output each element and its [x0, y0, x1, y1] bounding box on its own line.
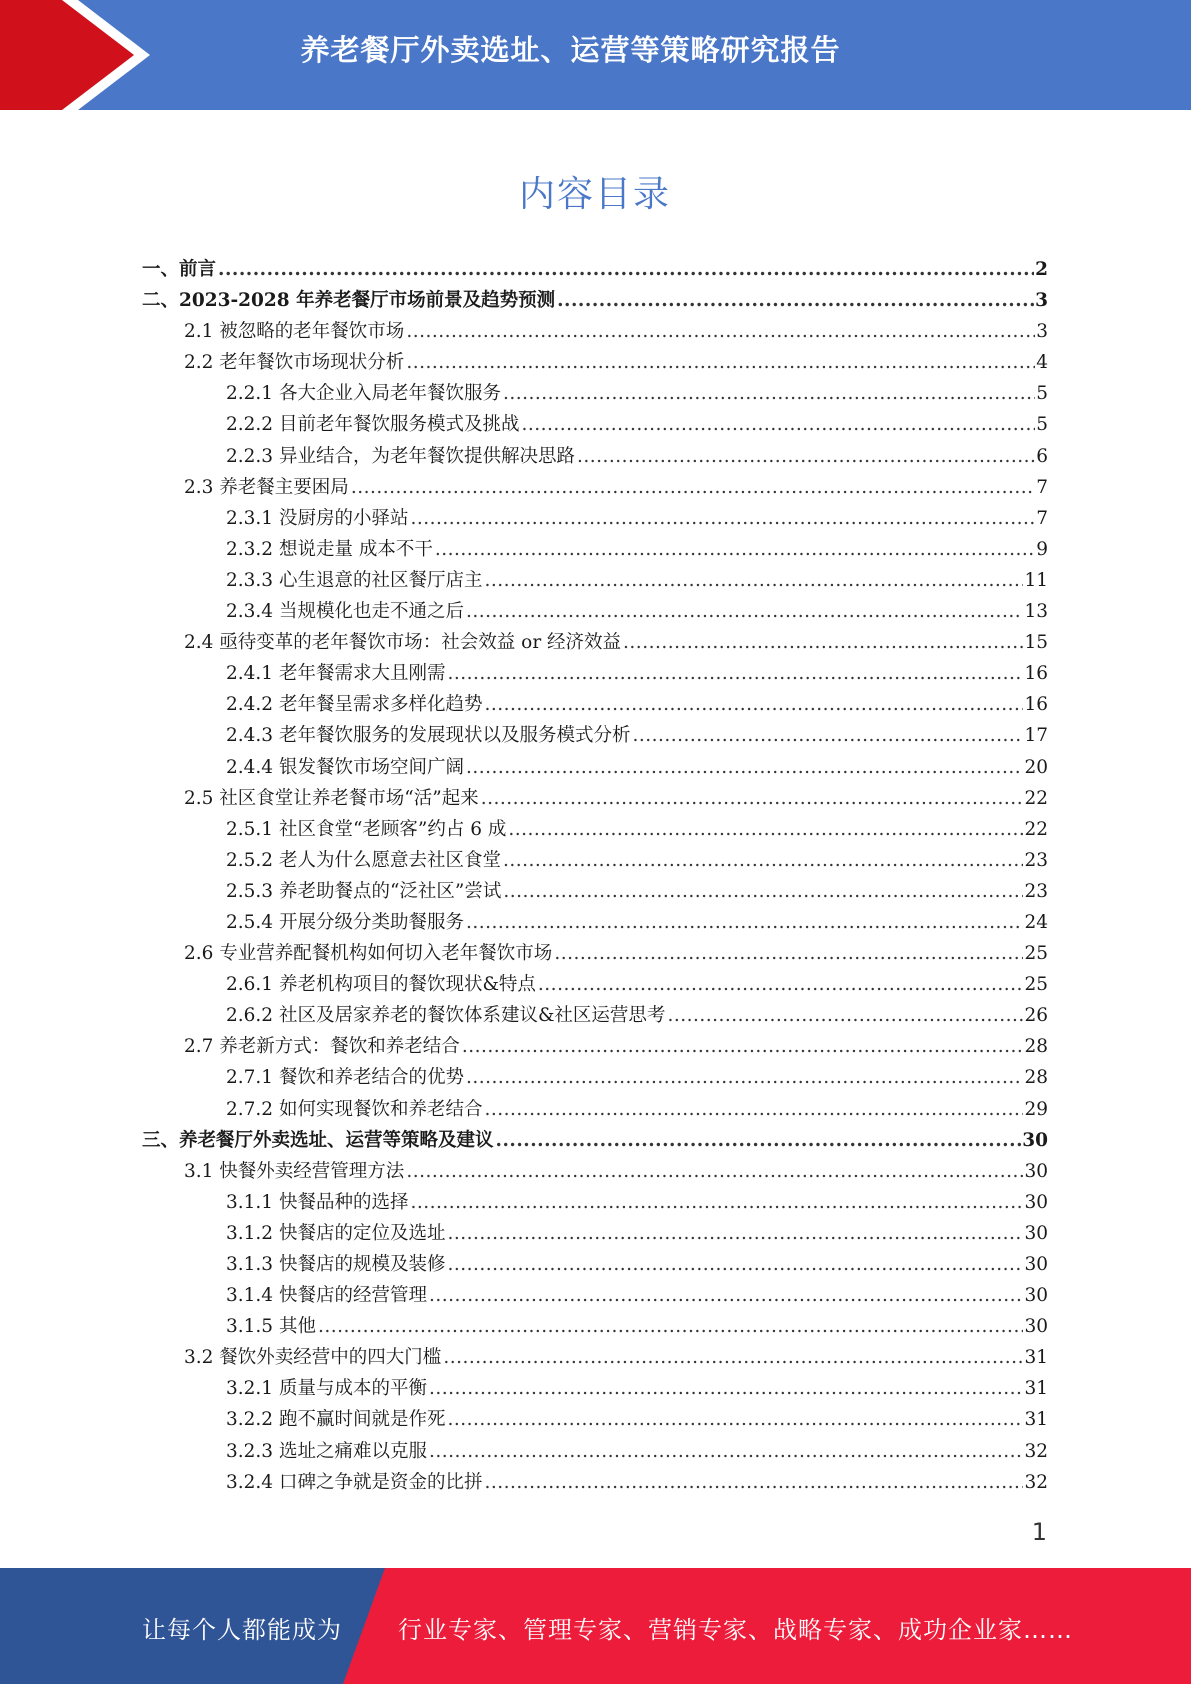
toc-entry[interactable] [142, 565, 1048, 596]
toc-entry[interactable] [142, 1062, 1048, 1093]
toc-entry-text: 3.2.1 质量与成本的平衡 [226, 1378, 427, 1400]
toc-entry[interactable] [142, 534, 1048, 565]
toc-entry[interactable] [142, 720, 1048, 751]
report-title: 养老餐厅外卖选址、运营等策略研究报告 [300, 33, 841, 67]
toc-entry-page: 30 [1024, 1222, 1048, 1244]
toc-leader-dots [406, 347, 1035, 378]
toc-entry[interactable] [142, 1436, 1048, 1467]
toc-entry-page: 3 [1035, 290, 1048, 312]
toc-entry-page: 24 [1024, 911, 1048, 933]
toc-entry-page: 15 [1024, 632, 1048, 654]
toc-entry-text: 2.2 老年餐饮市场现状分析 [184, 352, 405, 374]
toc-entry[interactable] [142, 472, 1048, 503]
toc-entry[interactable] [142, 503, 1048, 534]
toc-entry[interactable] [142, 596, 1048, 627]
toc-heading: 内容目录 [518, 174, 671, 215]
toc-entry-text: 三、养老餐厅外卖选址、运营等策略及建议 [142, 1129, 494, 1151]
toc-entry-text: 2.3.1 没厨房的小驿站 [226, 507, 409, 529]
toc-entry-page: 22 [1024, 787, 1048, 809]
toc-leader-dots [410, 1187, 1023, 1218]
toc-entry[interactable] [142, 1404, 1048, 1435]
toc-leader-dots [503, 845, 1023, 876]
toc-entry-text: 一、前言 [142, 259, 217, 280]
toc-entry[interactable] [142, 938, 1048, 969]
toc-leader-dots [508, 814, 1023, 845]
toc-leader-dots [503, 378, 1035, 409]
toc-entry[interactable] [142, 627, 1048, 658]
toc-entry[interactable] [142, 689, 1048, 720]
toc-entry-text: 2.5.4 开展分级分类助餐服务 [226, 911, 464, 933]
toc-entry[interactable] [142, 907, 1048, 938]
toc-entry-page: 25 [1024, 974, 1048, 996]
toc-entry-text: 3.2.4 口碑之争就是资金的比拼 [226, 1471, 483, 1493]
toc-entry-text: 3.2 餐饮外卖经营中的四大门槛 [184, 1347, 442, 1369]
toc-entry-text: 2.2.2 目前老年餐饮服务模式及挑战 [226, 414, 520, 436]
toc-entry-page: 5 [1036, 383, 1048, 405]
page-footer [0, 1568, 1191, 1684]
toc-entry-page: 3 [1036, 321, 1048, 343]
toc-leader-dots [503, 876, 1023, 907]
toc-entry-text: 2.4.3 老年餐饮服务的发展现状以及服务模式分析 [226, 725, 631, 747]
toc-entry-text: 3.1.4 快餐店的经营管理 [226, 1285, 427, 1307]
toc-entry-text: 3.1.5 其他 [226, 1316, 316, 1338]
toc-entry-page: 23 [1024, 880, 1048, 902]
toc-entry-page: 16 [1024, 663, 1048, 685]
toc-entry-page: 29 [1024, 1098, 1048, 1120]
toc-entry-text: 2.6.1 养老机构项目的餐饮现状&特点 [226, 974, 536, 996]
toc-leader-dots [435, 534, 1035, 565]
toc-entry-text: 2.4.2 老年餐呈需求多样化趋势 [226, 694, 483, 716]
toc-entry-text: 2.3.3 心生退意的社区餐厅店主 [226, 569, 483, 591]
toc-leader-dots [447, 1249, 1023, 1280]
toc-entry[interactable] [142, 969, 1048, 1000]
toc-entry[interactable] [142, 1280, 1048, 1311]
toc-entry[interactable] [142, 285, 1048, 316]
toc-leader-dots [447, 1404, 1023, 1435]
toc-entry-text: 2.6 专业营养配餐机构如何切入老年餐饮市场 [184, 943, 553, 965]
toc-entry-page: 32 [1024, 1440, 1048, 1462]
toc-entry-page: 2 [1035, 259, 1048, 280]
toc-entry-text: 3.1.1 快餐品种的选择 [226, 1191, 409, 1213]
toc-entry-text: 2.4.1 老年餐需求大且刚需 [226, 663, 446, 685]
toc-entry[interactable] [142, 1094, 1048, 1125]
toc-leader-dots [462, 1031, 1024, 1062]
toc-entry-text: 2.7.1 餐饮和养老结合的优势 [226, 1067, 464, 1089]
toc-entry-page: 28 [1024, 1036, 1048, 1058]
toc-entry[interactable] [142, 1249, 1048, 1280]
toc-entry[interactable] [142, 783, 1048, 814]
toc-leader-dots [447, 1218, 1023, 1249]
toc-leader-dots [466, 596, 1023, 627]
toc-leader-dots [466, 907, 1023, 938]
toc-entry-text: 3.2.2 跑不赢时间就是作死 [226, 1409, 446, 1431]
toc-entry[interactable] [142, 814, 1048, 845]
toc-entry-page: 31 [1024, 1409, 1048, 1431]
toc-entry-page: 4 [1036, 352, 1048, 374]
toc-entry-page: 26 [1024, 1005, 1048, 1027]
toc-leader-dots [484, 565, 1023, 596]
toc-entry-text: 3.1.3 快餐店的规模及装修 [226, 1254, 446, 1275]
footer-slogan-right: 行业专家、管理专家、营销专家、战略专家、成功企业家…… [398, 1616, 1073, 1644]
toc-entry-page: 13 [1024, 601, 1048, 623]
toc-leader-dots [429, 1436, 1023, 1467]
toc-entry[interactable] [142, 254, 1048, 285]
toc-entry-text: 3.1 快餐外卖经营管理方法 [184, 1160, 405, 1182]
toc-entry-text: 3.2.3 选址之痛难以克服 [226, 1440, 427, 1462]
toc-leader-dots [443, 1342, 1023, 1373]
toc-entry-text: 3.1.2 快餐店的定位及选址 [226, 1222, 446, 1244]
table-of-contents [142, 254, 1048, 1498]
toc-entry-page: 32 [1024, 1471, 1048, 1493]
toc-entry-page: 30 [1024, 1254, 1048, 1275]
toc-leader-dots [466, 1062, 1023, 1093]
toc-entry-page: 22 [1024, 818, 1048, 840]
toc-leader-dots [429, 1280, 1023, 1311]
toc-entry-page: 11 [1024, 569, 1048, 591]
toc-entry-text: 2.1 被忽略的老年餐饮市场 [184, 321, 405, 343]
toc-leader-dots [466, 752, 1023, 783]
toc-entry-page: 20 [1024, 756, 1048, 778]
toc-entry-text: 2.5 社区食堂让养老餐市场“活”起来 [184, 787, 479, 809]
toc-leader-dots [484, 689, 1023, 720]
toc-entry-page: 30 [1022, 1129, 1048, 1151]
toc-entry-page: 6 [1036, 445, 1048, 467]
toc-entry[interactable] [142, 378, 1048, 409]
toc-entry-text: 2.5.3 养老助餐点的“泛社区”尝试 [226, 880, 502, 902]
toc-entry[interactable] [142, 1373, 1048, 1404]
toc-entry-page: 5 [1036, 414, 1048, 436]
toc-leader-dots [406, 316, 1035, 347]
toc-entry-page: 7 [1036, 476, 1048, 498]
toc-entry-text: 2.3.2 想说走量 成本不干 [226, 538, 433, 560]
toc-entry[interactable] [142, 845, 1048, 876]
toc-entry[interactable] [142, 658, 1048, 689]
toc-leader-dots [351, 472, 1035, 503]
toc-entry-page: 30 [1024, 1285, 1048, 1307]
toc-entry-text: 2.4.4 银发餐饮市场空间广阔 [226, 756, 464, 778]
toc-entry[interactable] [142, 1311, 1048, 1342]
toc-entry-page: 31 [1024, 1378, 1048, 1400]
toc-entry[interactable] [142, 1342, 1048, 1373]
toc-entry-text: 2.5.1 社区食堂“老顾客”约占 6 成 [226, 818, 507, 840]
toc-entry-text: 2.5.2 老人为什么愿意去社区食堂 [226, 849, 501, 871]
toc-entry[interactable] [142, 1187, 1048, 1218]
toc-entry-page: 16 [1024, 694, 1048, 716]
toc-entry-page: 25 [1024, 943, 1048, 965]
toc-entry[interactable] [142, 347, 1048, 378]
toc-leader-dots [484, 1467, 1023, 1498]
toc-entry[interactable] [142, 409, 1048, 440]
toc-entry-text: 2.3 养老餐主要困局 [184, 476, 349, 498]
toc-leader-dots [557, 285, 1034, 316]
toc-entry[interactable] [142, 1156, 1048, 1187]
toc-entry[interactable] [142, 1125, 1048, 1156]
toc-leader-dots [410, 503, 1035, 534]
toc-entry[interactable] [142, 1218, 1048, 1249]
toc-entry-text: 2.3.4 当规模化也走不通之后 [226, 601, 464, 623]
toc-entry[interactable] [142, 316, 1048, 347]
toc-leader-dots [538, 969, 1024, 1000]
toc-entry-page: 17 [1024, 725, 1048, 747]
toc-entry-text: 二、2023-2028 年养老餐厅市场前景及趋势预测 [142, 290, 556, 312]
toc-entry[interactable] [142, 1031, 1048, 1062]
toc-entry[interactable] [142, 441, 1048, 472]
toc-leader-dots [632, 720, 1023, 751]
toc-entry[interactable] [142, 1000, 1048, 1031]
toc-leader-dots [484, 1094, 1023, 1125]
toc-leader-dots [481, 783, 1024, 814]
toc-entry[interactable] [142, 1467, 1048, 1498]
toc-entry-page: 9 [1036, 538, 1048, 560]
toc-leader-dots [318, 1311, 1024, 1342]
toc-entry[interactable] [142, 876, 1048, 907]
toc-leader-dots [218, 254, 1034, 285]
toc-leader-dots [521, 409, 1035, 440]
page-header [0, 0, 1191, 110]
toc-entry-page: 30 [1024, 1316, 1048, 1338]
toc-leader-dots [406, 1156, 1023, 1187]
page-number: 1 [1031, 1518, 1047, 1546]
toc-entry-page: 31 [1024, 1347, 1048, 1369]
toc-entry-text: 2.6.2 社区及居家养老的餐饮体系建议&社区运营思考 [226, 1005, 666, 1027]
toc-entry-text: 2.2.3 异业结合，为老年餐饮提供解决思路 [226, 445, 575, 467]
toc-entry-page: 7 [1036, 507, 1048, 529]
toc-leader-dots [623, 627, 1023, 658]
toc-leader-dots [577, 441, 1035, 472]
toc-entry-page: 30 [1024, 1160, 1048, 1182]
toc-entry-text: 2.7 养老新方式：餐饮和养老结合 [184, 1036, 460, 1058]
toc-leader-dots [496, 1125, 1022, 1156]
toc-entry-text: 2.2.1 各大企业入局老年餐饮服务 [226, 383, 501, 405]
toc-entry-page: 28 [1024, 1067, 1048, 1089]
toc-entry-text: 2.7.2 如何实现餐饮和养老结合 [226, 1098, 483, 1120]
toc-leader-dots [447, 658, 1023, 689]
toc-leader-dots [667, 1000, 1023, 1031]
toc-entry-page: 30 [1024, 1191, 1048, 1213]
toc-entry[interactable] [142, 752, 1048, 783]
footer-slogan-left: 让每个人都能成为 [142, 1616, 342, 1644]
toc-leader-dots [429, 1373, 1023, 1404]
toc-entry-page: 23 [1024, 849, 1048, 871]
toc-entry-text: 2.4 亟待变革的老年餐饮市场：社会效益 or 经济效益 [184, 632, 622, 654]
toc-leader-dots [554, 938, 1023, 969]
